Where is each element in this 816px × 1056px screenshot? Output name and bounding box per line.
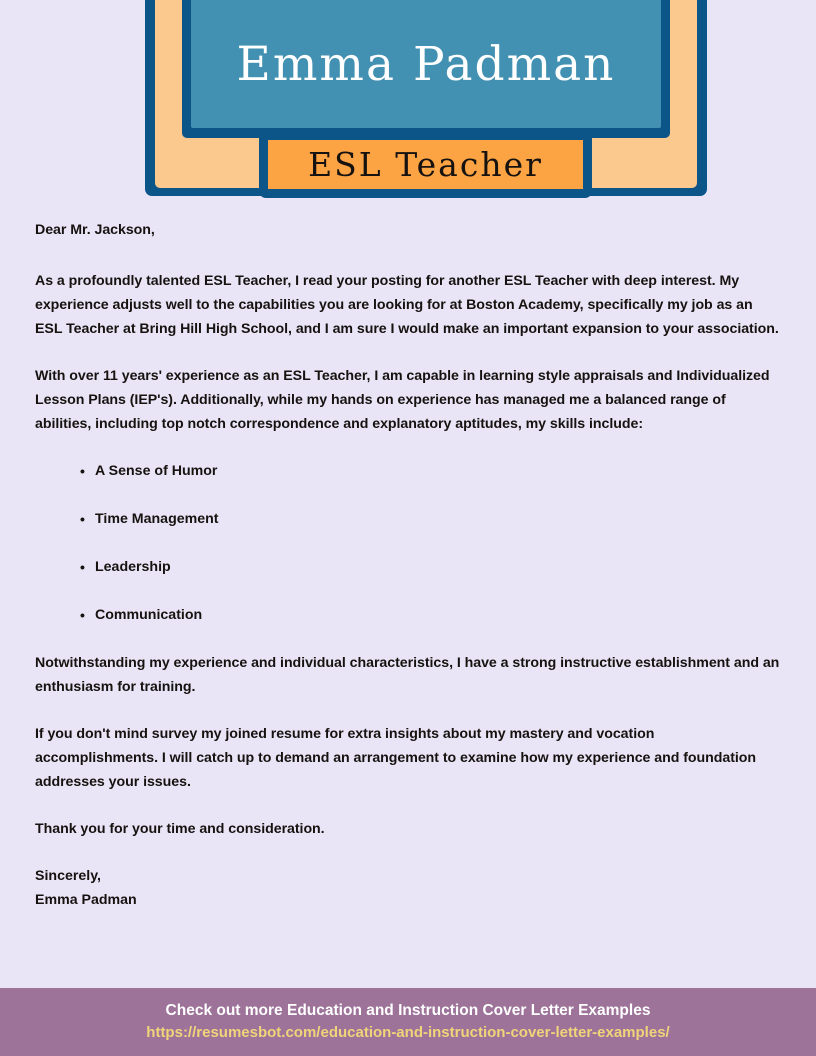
applicant-name: Emma Padman <box>236 36 616 92</box>
paragraph-4: If you don't mind survey my joined resume for extra insights about my mastery and vocation accomplishments. I will catch up to demand an arrangement to examine how my experience and foundation addresses your issues. <box>35 726 757 790</box>
bullet-icon: • <box>80 463 85 479</box>
signature-block <box>35 864 781 912</box>
list-item-label: Time Management <box>95 511 219 527</box>
letterhead-header <box>0 0 816 200</box>
skills-list <box>35 459 781 627</box>
bullet-icon: • <box>80 511 85 527</box>
paragraph-1: As a profoundly talented ESL Teacher, I read your posting for another ESL Teacher with deep interest. My experience adjusts well to the capabilities you are looking for at Boston Academy, specifically my job as an ESL Teacher at Bring Hill High School, and I am sure I would make an important expansion to your association. <box>35 273 779 337</box>
job-title-label: ESL Teacher <box>308 145 543 184</box>
list-item <box>35 507 781 531</box>
signature-name: Emma Padman <box>35 892 137 908</box>
bullet-icon: • <box>80 559 85 575</box>
closing-label: Sincerely, <box>35 868 101 884</box>
paragraph-2: With over 11 years' experience as an ESL Teacher, I am capable in learning style appraisals and Individualized Lesson Plans (IEP's). Additionally, while my hands on experience has managed me a balanced range of abilities, including top notch correspondence and explanatory aptitudes, my skills include: <box>35 368 770 432</box>
header-name-panel <box>191 0 661 128</box>
list-item <box>35 603 781 627</box>
list-item-label: A Sense of Humor <box>95 463 218 479</box>
salutation: Dear Mr. Jackson, <box>35 222 155 238</box>
list-item <box>35 459 781 483</box>
cover-letter-body <box>0 200 816 912</box>
footer-banner <box>0 988 816 1056</box>
paragraph-3: Notwithstanding my experience and individual characteristics, I have a strong instructive establishment and an enthusiasm for training. <box>35 655 780 695</box>
list-item <box>35 555 781 579</box>
list-item-label: Communication <box>95 607 203 623</box>
footer-url-link[interactable]: https://resumesbot.com/education-and-instruction-cover-letter-examples/ <box>146 1024 670 1041</box>
footer-title: Check out more Education and Instruction Cover Letter Examples <box>165 1002 651 1019</box>
list-item-label: Leadership <box>95 559 171 575</box>
bullet-icon: • <box>80 607 85 623</box>
paragraph-5: Thank you for your time and consideration. <box>35 821 325 837</box>
job-title-badge <box>268 140 583 189</box>
